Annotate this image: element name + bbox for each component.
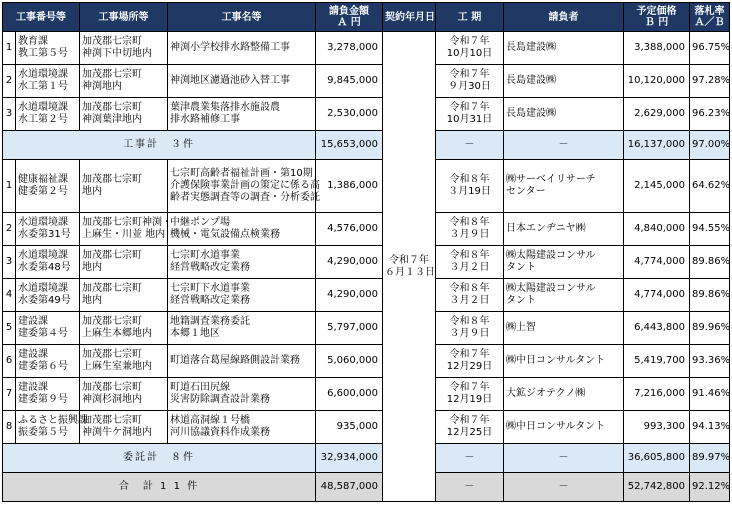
contracts-table (2, 2, 730, 502)
summary-rate: 97.00% (690, 131, 730, 160)
cell-period: 令和８年 ３月２日 (436, 279, 504, 312)
cell-estimate: 4,774,000 (624, 246, 690, 279)
summary-rate: 92.12% (690, 473, 730, 502)
table-row (3, 411, 730, 444)
cell-amount: 935,000 (316, 411, 383, 444)
cell-estimate: 7,216,000 (624, 378, 690, 411)
cell-no: 建設課 建委第９号 (16, 378, 80, 411)
cell-period: 令和７年 10月31日 (436, 98, 504, 131)
row-index: 1 (3, 160, 16, 213)
cell-rate: 94.55% (690, 213, 730, 246)
cell-estimate: 993,300 (624, 411, 690, 444)
cell-rate: 89.86% (690, 279, 730, 312)
cell-name: 中継ポンプ場 機械・電気設備点検業務 (168, 213, 316, 246)
cell-no: 建設課 建委第４号 (16, 312, 80, 345)
cell-period: 令和７年 10月10日 (436, 32, 504, 65)
cell-place: 加茂郡七宗町 地内 (80, 279, 168, 312)
cell-no: 水道環境課 水委第31号 (16, 213, 80, 246)
row-index: 8 (3, 411, 16, 444)
cell-contractor: ㈱中日コンサルタント (504, 411, 624, 444)
cell-place: 加茂郡七宗町 神渕葉津地内 (80, 98, 168, 131)
summary-period: － (436, 473, 504, 502)
cell-period: 令和８年 ３月９日 (436, 213, 504, 246)
summary-contractor: － (504, 444, 624, 473)
cell-estimate: 2,145,000 (624, 160, 690, 213)
cell-name: 七宗町水道事業 経営戦略改定業務 (168, 246, 316, 279)
cell-period: 令和７年 12月25日 (436, 411, 504, 444)
cell-no: 水道環境課 水工第１号 (16, 65, 80, 98)
cell-estimate: 5,419,700 (624, 345, 690, 378)
table-row (3, 213, 730, 246)
cell-contract-date: 令和７年 ６月１３日 (383, 32, 436, 502)
row-index: 3 (3, 246, 16, 279)
summary-amount: 15,653,000 (316, 131, 383, 160)
table-row (3, 65, 730, 98)
summary-rate: 89.97% (690, 444, 730, 473)
cell-no: 水道環境課 水委第49号 (16, 279, 80, 312)
cell-contractor: ㈱上智 (504, 312, 624, 345)
cell-name: 七宗町高齢者福祉計画・第10期 介護保険事業計画の策定に係る高 齢者実態調査等の調査・分析委託 (168, 160, 316, 213)
cell-estimate: 10,120,000 (624, 65, 690, 98)
summary-label: 委託計 ８件 (3, 444, 316, 473)
cell-contractor: 長島建設㈱ (504, 32, 624, 65)
summary-amount: 32,934,000 (316, 444, 383, 473)
cell-estimate: 2,629,000 (624, 98, 690, 131)
summary-estimate: 16,137,000 (624, 131, 690, 160)
cell-contractor: ㈱サーベイリサーチ センター (504, 160, 624, 213)
summary-amount: 48,587,000 (316, 473, 383, 502)
cell-rate: 89.96% (690, 312, 730, 345)
row-index: 2 (3, 65, 16, 98)
cell-place: 加茂郡七宗町 神渕牛ケ洞地内 (80, 411, 168, 444)
cell-period: 令和７年 12月29日 (436, 345, 504, 378)
cell-rate: 64.62% (690, 160, 730, 213)
cell-contractor: 大鉱ジオテクノ㈱ (504, 378, 624, 411)
cell-place: 加茂郡七宗町 上麻生室兼地内 (80, 345, 168, 378)
cell-amount: 4,290,000 (316, 279, 383, 312)
cell-name: 七宗町下水道事業 経営戦略改定業務 (168, 279, 316, 312)
cell-no: ふるさと振興課 振委第５号 (16, 411, 80, 444)
cell-period: 令和７年 ９月30日 (436, 65, 504, 98)
row-index: 6 (3, 345, 16, 378)
cell-name: 町道石田尻線 災害防除調査設計業務 (168, 378, 316, 411)
table-row (3, 160, 730, 213)
header-period: 工 期 (436, 3, 504, 32)
cell-amount: 4,290,000 (316, 246, 383, 279)
table-row (3, 98, 730, 131)
cell-no: 水道環境課 水委第48号 (16, 246, 80, 279)
cell-no: 教育課 教工第５号 (16, 32, 80, 65)
row-index: 5 (3, 312, 16, 345)
cell-amount: 6,600,000 (316, 378, 383, 411)
cell-rate: 91.46% (690, 378, 730, 411)
table-row (3, 312, 730, 345)
summary-estimate: 52,742,800 (624, 473, 690, 502)
header-contractor: 請負者 (504, 3, 624, 32)
cell-amount: 5,797,000 (316, 312, 383, 345)
cell-name: 神渕小学校排水路整備工事 (168, 32, 316, 65)
summary-label: 合 計 1 1 件 (3, 473, 316, 502)
works-subtotal-row (3, 131, 730, 160)
cell-name: 神渕地区濾過池砂入替工事 (168, 65, 316, 98)
row-index: 7 (3, 378, 16, 411)
cell-place: 加茂郡七宗町 神渕下中切地内 (80, 32, 168, 65)
cell-rate: 96.23% (690, 98, 730, 131)
table-row (3, 345, 730, 378)
row-index: 4 (3, 279, 16, 312)
table-row (3, 32, 730, 65)
cell-period: 令和８年 ３月19日 (436, 160, 504, 213)
cell-contractor: 日本エンヂニヤ㈱ (504, 213, 624, 246)
cell-no: 建設課 建委第６号 (16, 345, 80, 378)
header-row (3, 3, 730, 32)
cell-name: 林道高洞線１号橋 河川協議資料作成業務 (168, 411, 316, 444)
cell-estimate: 4,774,000 (624, 279, 690, 312)
cell-estimate: 4,840,000 (624, 213, 690, 246)
row-index: 2 (3, 213, 16, 246)
cell-period: 令和８年 ３月９日 (436, 312, 504, 345)
table-row (3, 246, 730, 279)
header-place: 工事場所等 (80, 3, 168, 32)
cell-name: 葉津農業集落排水施設農 排水路補修工事 (168, 98, 316, 131)
header-date: 契約年月日 (383, 3, 436, 32)
header-no: 工事番号等 (3, 3, 80, 32)
cell-contractor: ㈱太陽建設コンサル タント (504, 246, 624, 279)
cell-amount: 5,060,000 (316, 345, 383, 378)
cell-place: 加茂郡七宗町 神渕地内 (80, 65, 168, 98)
summary-estimate: 36,605,800 (624, 444, 690, 473)
cell-place: 加茂郡七宗町神渕・ 上麻生・川並 地内 (80, 213, 168, 246)
cell-amount: 4,576,000 (316, 213, 383, 246)
cell-amount: 9,845,000 (316, 65, 383, 98)
cell-contractor: ㈱太陽建設コンサル タント (504, 279, 624, 312)
header-rate: 落札率 Ａ／Ｂ (690, 3, 730, 32)
cell-no: 健康福祉課 健委第２号 (16, 160, 80, 213)
commissions-subtotal-row (3, 444, 730, 473)
summary-contractor: － (504, 473, 624, 502)
cell-name: 地籍調査業務委託 本郷１地区 (168, 312, 316, 345)
cell-amount: 3,278,000 (316, 32, 383, 65)
summary-label: 工事計 ３件 (3, 131, 316, 160)
cell-amount: 1,386,000 (316, 160, 383, 213)
cell-estimate: 3,388,000 (624, 32, 690, 65)
cell-place: 加茂郡七宗町 地内 (80, 246, 168, 279)
cell-period: 令和７年 12月19日 (436, 378, 504, 411)
grand-total-row (3, 473, 730, 502)
cell-period: 令和８年 ３月２日 (436, 246, 504, 279)
cell-contractor: 長島建設㈱ (504, 98, 624, 131)
summary-period: － (436, 444, 504, 473)
cell-no: 水道環境課 水工第２号 (16, 98, 80, 131)
cell-estimate: 6,443,800 (624, 312, 690, 345)
header-amount: 請負金額 Ａ 円 (316, 3, 383, 32)
cell-contractor: ㈱中日コンサルタント (504, 345, 624, 378)
cell-name: 町道落合葛屋線路側設計業務 (168, 345, 316, 378)
table-row (3, 279, 730, 312)
summary-contractor: － (504, 131, 624, 160)
cell-place: 加茂郡七宗町 神渕杉洞地内 (80, 378, 168, 411)
cell-rate: 97.28% (690, 65, 730, 98)
cell-place: 加茂郡七宗町 地内 (80, 160, 168, 213)
cell-amount: 2,530,000 (316, 98, 383, 131)
cell-rate: 94.13% (690, 411, 730, 444)
cell-rate: 93.36% (690, 345, 730, 378)
row-index: 3 (3, 98, 16, 131)
cell-rate: 96.75% (690, 32, 730, 65)
header-name: 工事名等 (168, 3, 316, 32)
table-row (3, 378, 730, 411)
table-body (3, 32, 730, 502)
cell-contractor: 長島建設㈱ (504, 65, 624, 98)
header-estimate: 予定価格 Ｂ 円 (624, 3, 690, 32)
cell-rate: 89.86% (690, 246, 730, 279)
cell-place: 加茂郡七宗町 上麻生本郷地内 (80, 312, 168, 345)
row-index: 1 (3, 32, 16, 65)
summary-period: － (436, 131, 504, 160)
